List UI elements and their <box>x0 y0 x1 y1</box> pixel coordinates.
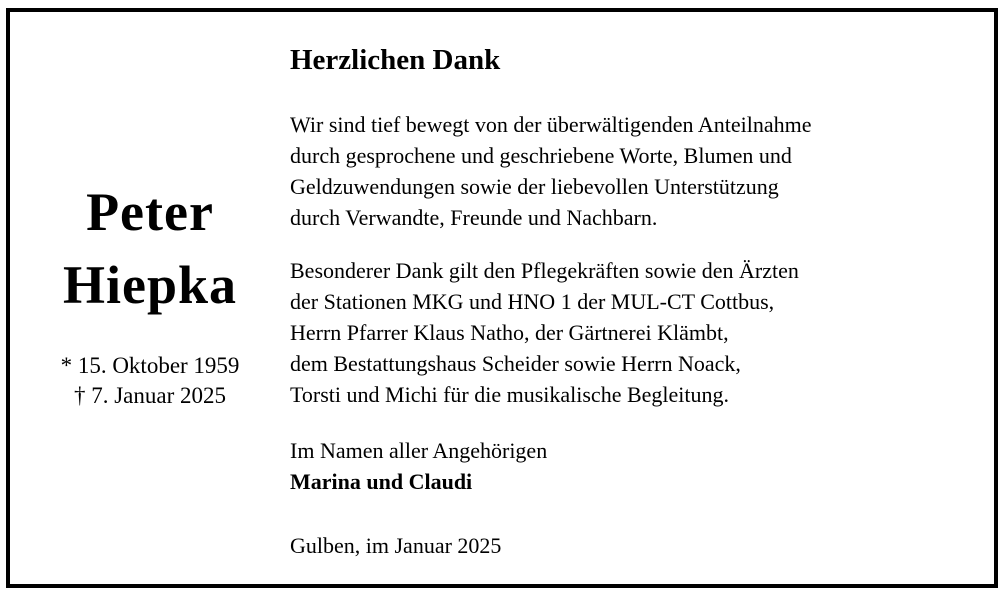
paragraph-line: durch gesprochene und geschriebene Worte, Blumen und <box>290 143 792 168</box>
place-date: Gulben, im Januar 2025 <box>290 533 502 558</box>
paragraph-line: dem Bestattungshaus Scheider sowie Herrn Noack, <box>290 351 741 376</box>
deceased-panel <box>10 12 290 584</box>
paragraph-line: Geldzuwendungen sowie der liebevollen Unterstützung <box>290 174 779 199</box>
signature-intro: Im Namen aller Angehörigen <box>290 438 548 463</box>
paragraph-line: Besonderer Dank gilt den Pflegekräften sowie den Ärzten <box>290 258 799 283</box>
paragraph-line: Wir sind tief bewegt von der überwältigenden Anteilnahme <box>290 112 812 137</box>
deceased-first-name: Peter <box>86 182 214 242</box>
paragraph-line: Torsti und Michi für die musikalische Begleitung. <box>290 382 730 407</box>
deceased-last-name: Hiepka <box>62 255 238 315</box>
death-date: † 7. Januar 2025 <box>73 383 227 408</box>
signers: Marina und Claudi <box>290 469 473 494</box>
birth-date: * 15. Oktober 1959 <box>60 353 240 378</box>
paragraph-line: durch Verwandte, Freunde und Nachbarn. <box>290 205 658 230</box>
thanks-paragraph-2 <box>290 255 980 410</box>
obituary-card <box>6 8 998 588</box>
paragraph-line: Herrn Pfarrer Klaus Natho, der Gärtnerei Klämbt, <box>290 320 729 345</box>
thanks-panel <box>290 12 990 584</box>
paragraph-line: der Stationen MKG und HNO 1 der MUL-CT Cottbus, <box>290 289 775 314</box>
thanks-heading: Herzlichen Dank <box>290 44 501 76</box>
thanks-paragraph-1 <box>290 109 980 233</box>
